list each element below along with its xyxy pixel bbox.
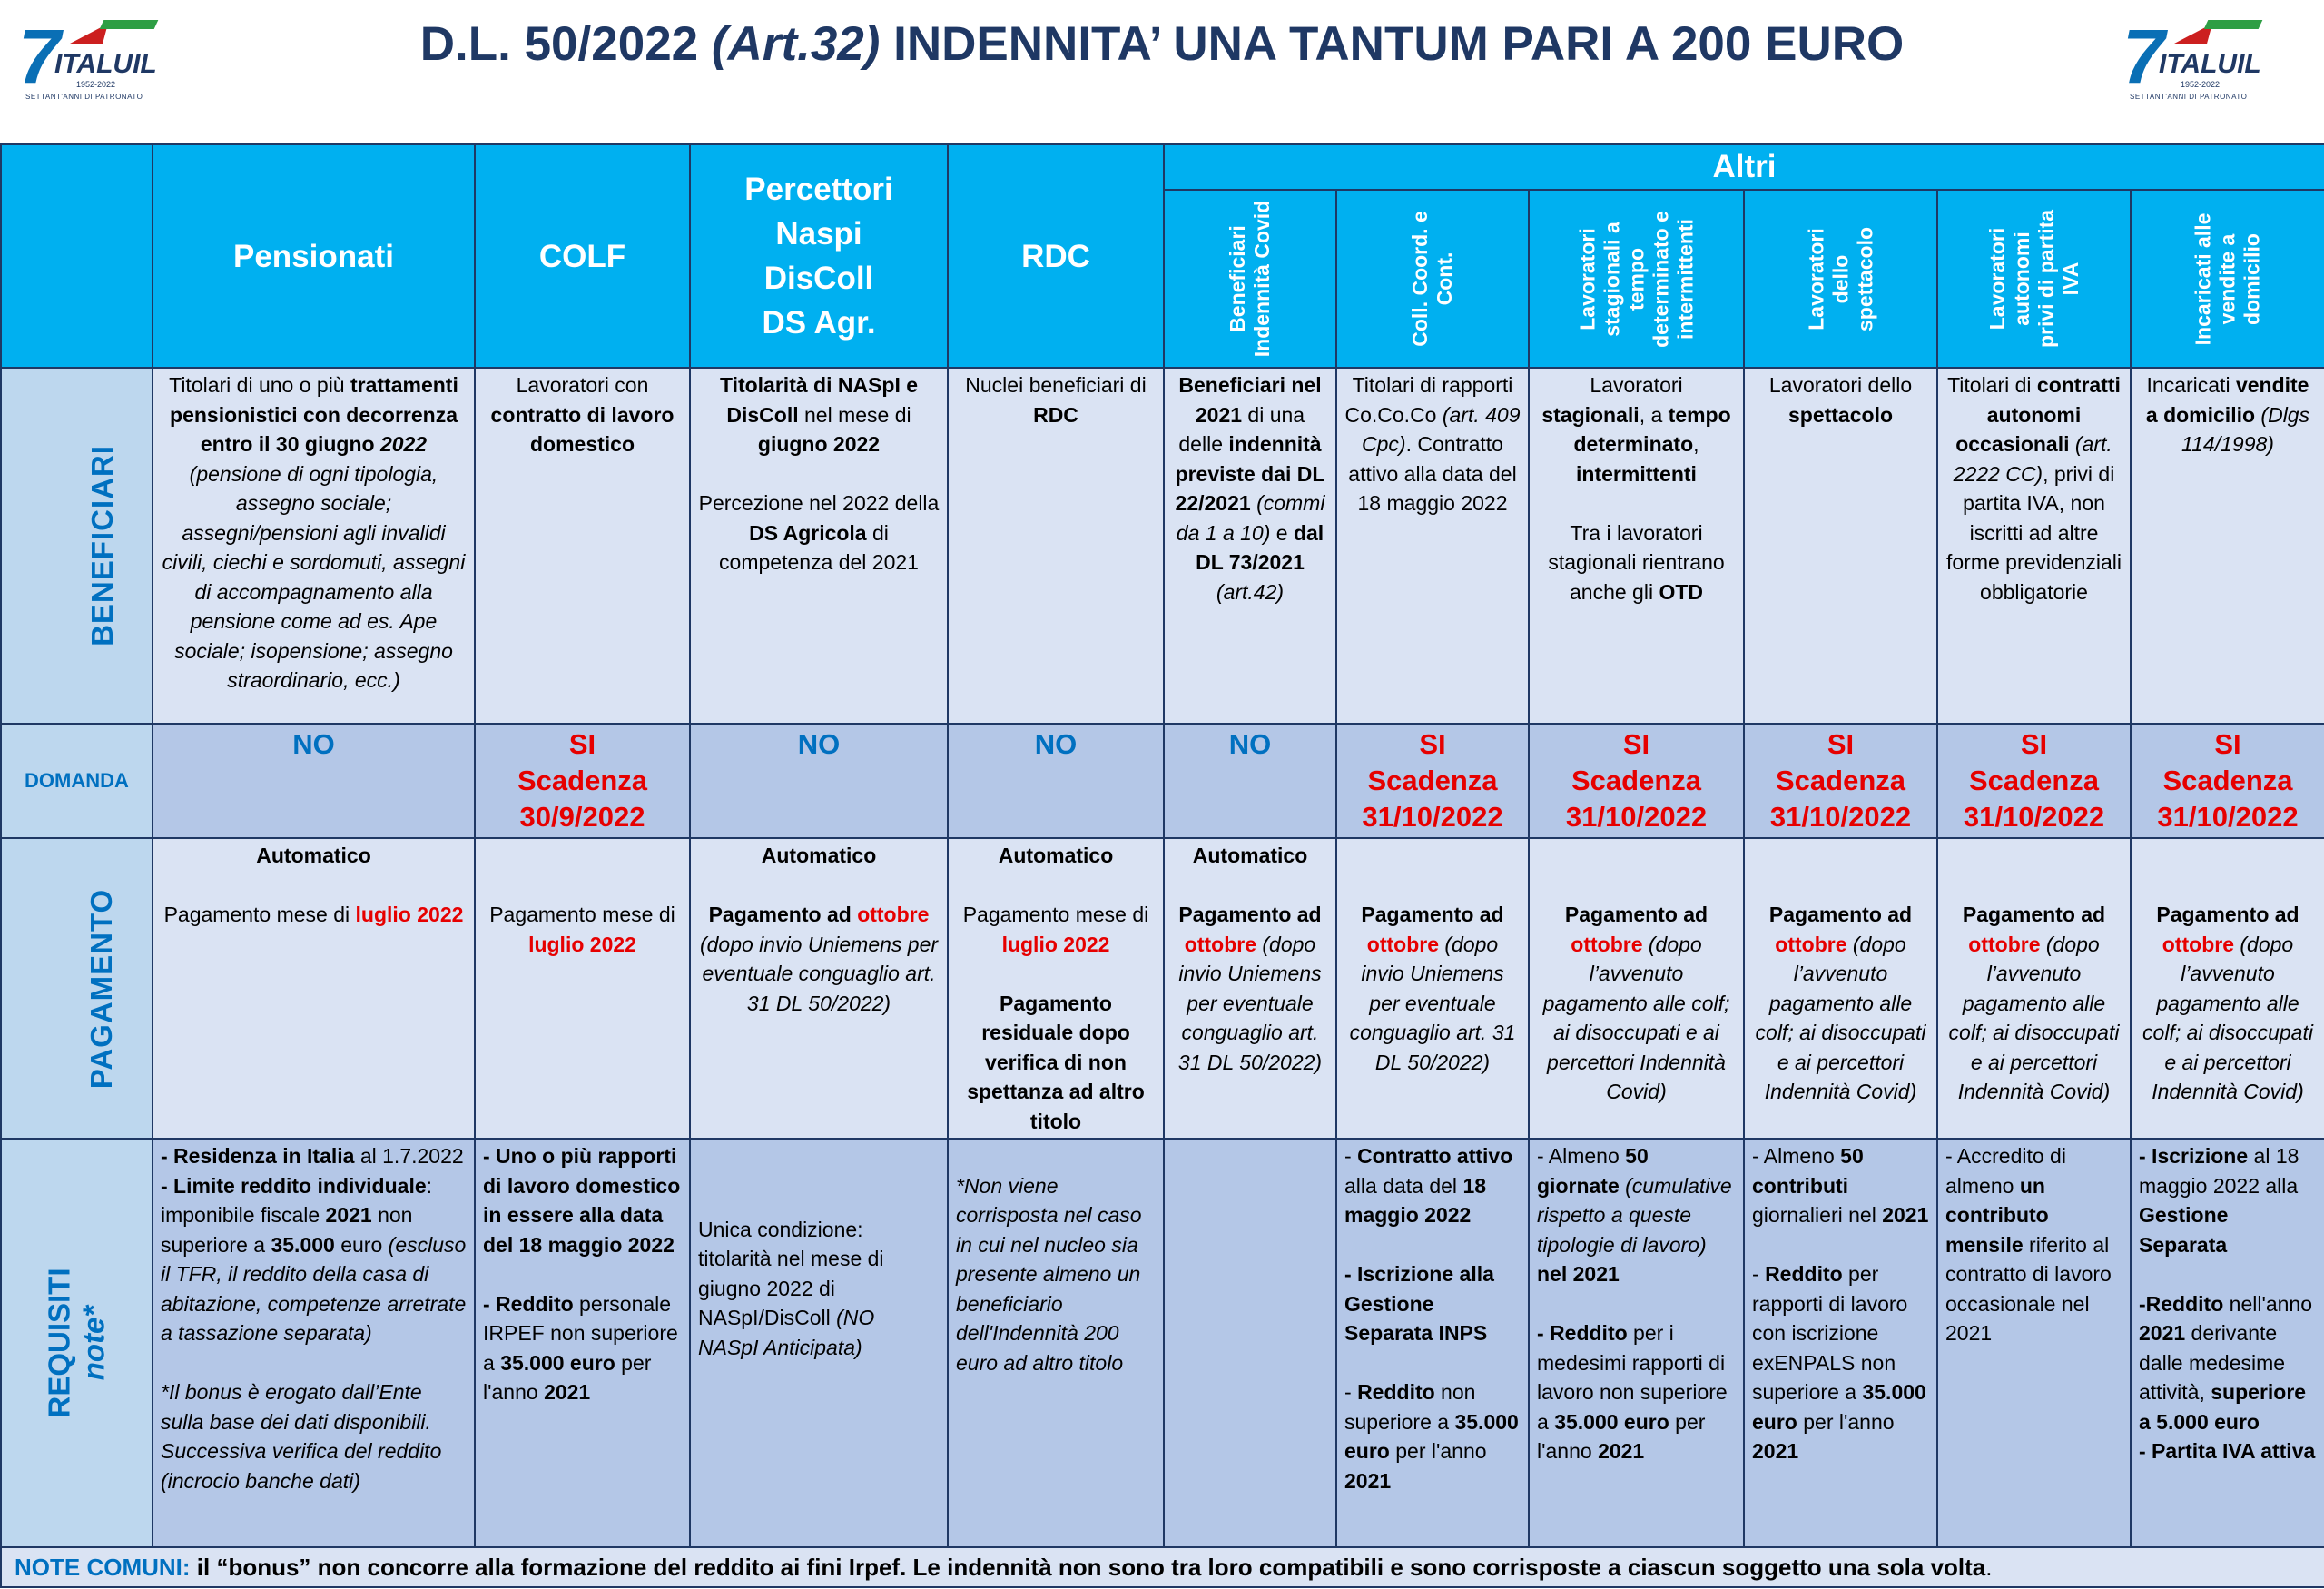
pagamento-naspi: Automatico Pagamento ad ottobre (dopo invio Uniemens per eventuale conguaglio art. 31 DL 50/2022) bbox=[690, 838, 948, 1139]
requisiti-stagionali: - Almeno 50 giornate (cumulative rispetto a queste tipologie di lavoro) nel 2021 - Reddito per i medesimi rapporti di lavoro non superiore a 35.000 euro per l'anno 2021 bbox=[1529, 1139, 1744, 1547]
beneficiari-colf: Lavoratori con contratto di lavoro domestico bbox=[475, 368, 690, 724]
requisiti-indennita-covid bbox=[1164, 1139, 1336, 1547]
header-naspi: Percettori Naspi DisColl DS Agr. bbox=[690, 144, 948, 368]
beneficiari-indennita-covid: Beneficiari nel 2021 di una delle indennità previste dai DL 22/2021 (commi da 1 a 10) e dal DL 73/2021 (art.42) bbox=[1164, 368, 1336, 724]
domanda-stagionali: SI Scadenza 31/10/2022 bbox=[1529, 724, 1744, 838]
row-label-pagamento: PAGAMENTO bbox=[1, 838, 153, 1139]
pagamento-pensionati: Automatico Pagamento mese di luglio 2022 bbox=[153, 838, 475, 1139]
pagamento-vendite-domicilio: Pagamento ad ottobre (dopo l’avvenuto pagamento alle colf; ai disoccupati e ai percettori Indennità Covid) bbox=[2131, 838, 2324, 1139]
requisiti-autonomi: - Accredito di almeno un contributo mensile riferito al contratto di lavoro occasionale nel 2021 bbox=[1937, 1139, 2131, 1547]
domanda-rdc: NO bbox=[948, 724, 1164, 838]
beneficiari-pensionati: Titolari di uno o più trattamenti pensionistici con decorrenza entro il 30 giugno 2022 (pensione di ogni tipologia, assegno sociale; assegni/pensioni agli invalidi civili, ciechi e sordomuti, assegni di accompagnamento alla pensione come ad es. Ape sociale; isopensione; assegno straordinario, ecc.) bbox=[153, 368, 475, 724]
header-cococo: Coll. Coord. e Cont. bbox=[1336, 190, 1529, 368]
header-autonomi: Lavoratori autonomi privi di partita IVA bbox=[1937, 190, 2131, 368]
requisiti-pensionati: - Residenza in Italia al 1.7.2022 - Limite reddito individuale: imponibile fiscale 2021 non superiore a 35.000 euro (escluso il TFR, il reddito della casa di abitazione, competenze arretrate a tassazione separata) *Il bonus è erogato dall’Ente sulla base dei dati disponibili. Successiva verifica del reddito (incrocio banche dati) bbox=[153, 1139, 475, 1547]
row-label-requisiti: REQUISITI note* bbox=[1, 1139, 153, 1547]
requisiti-cococo: - Contratto attivo alla data del 18 maggio 2022 - Iscrizione alla Gestione Separata INPS - Reddito non superiore a 35.000 euro per l'anno 2021 bbox=[1336, 1139, 1529, 1547]
pagamento-colf: Pagamento mese di luglio 2022 bbox=[475, 838, 690, 1139]
pagamento-cococo: Pagamento ad ottobre (dopo invio Uniemens per eventuale conguaglio art. 31 DL 50/2022) bbox=[1336, 838, 1529, 1139]
italuil-logo-right bbox=[2122, 14, 2268, 101]
page-header bbox=[0, 0, 2324, 143]
requisiti-rdc: *Non viene corrisposta nel caso in cui nel nucleo sia presente almeno un beneficiario dell'Indennità 200 euro ad altro titolo bbox=[948, 1139, 1164, 1547]
header-colf: COLF bbox=[475, 144, 690, 368]
domanda-pensionati: NO bbox=[153, 724, 475, 838]
logo-brand: ITALUIL bbox=[2159, 49, 2261, 79]
pagamento-indennita-covid: Automatico Pagamento ad ottobre (dopo invio Uniemens per eventuale conguaglio art. 31 DL 50/2022) bbox=[1164, 838, 1336, 1139]
header-pensionati: Pensionati bbox=[153, 144, 475, 368]
header-vendite-domicilio: Incaricati alle vendite a domicilio bbox=[2131, 190, 2324, 368]
beneficiari-vendite-domicilio: Incaricati vendite a domicilio (Dlgs 114/1998) bbox=[2131, 368, 2324, 724]
logo-green-stripe bbox=[2204, 20, 2263, 29]
pagamento-spettacolo: Pagamento ad ottobre (dopo l’avvenuto pagamento alle colf; ai disoccupati e ai percettori Indennità Covid) bbox=[1744, 838, 1937, 1139]
domanda-cococo: SI Scadenza 31/10/2022 bbox=[1336, 724, 1529, 838]
row-label-beneficiari: BENEFICIARI bbox=[1, 368, 153, 724]
bonus-table bbox=[0, 143, 2324, 1588]
beneficiari-stagionali: Lavoratori stagionali, a tempo determinato, intermittenti Tra i lavoratori stagionali rientrano anche gli OTD bbox=[1529, 368, 1744, 724]
requisiti-naspi: Unica condizione: titolarità nel mese di giugno 2022 di NASpI/DisColl (NO NASpI Anticipata) bbox=[690, 1139, 948, 1547]
domanda-vendite-domicilio: SI Scadenza 31/10/2022 bbox=[2131, 724, 2324, 838]
requisiti-spettacolo: - Almeno 50 contributi giornalieri nel 2021 - Reddito per rapporti di lavoro con iscrizione exENPALS non superiore a 35.000 euro per l'anno 2021 bbox=[1744, 1139, 1937, 1547]
logo-brand: ITALUIL bbox=[54, 49, 157, 79]
header-spettacolo: Lavoratori dello spettacolo bbox=[1744, 190, 1937, 368]
pagamento-autonomi: Pagamento ad ottobre (dopo l’avvenuto pagamento alle colf; ai disoccupati e ai percettori Indennità Covid) bbox=[1937, 838, 2131, 1139]
domanda-naspi: NO bbox=[690, 724, 948, 838]
domanda-autonomi: SI Scadenza 31/10/2022 bbox=[1937, 724, 2131, 838]
common-notes: NOTE COMUNI: il “bonus” non concorre alla formazione del reddito ai fini Irpef. Le indennità non sono tra loro compatibili e sono corrisposte a ciascun soggetto una sola volta. bbox=[1, 1547, 2324, 1587]
pagamento-rdc: Automatico Pagamento mese di luglio 2022 Pagamento residuale dopo verifica di non spettanza ad altro titolo bbox=[948, 838, 1164, 1139]
corner-cell bbox=[1, 144, 153, 368]
logo-seven-glyph: 7 bbox=[18, 14, 61, 99]
logo-seven-glyph: 7 bbox=[2122, 14, 2165, 99]
beneficiari-naspi: Titolarità di NASpI e DisColl nel mese di giugno 2022 Percezione nel 2022 della DS Agricola di competenza del 2021 bbox=[690, 368, 948, 724]
row-label-domanda: DOMANDA bbox=[1, 724, 153, 838]
header-indennita-covid: Beneficiari Indennità Covid bbox=[1164, 190, 1336, 368]
logo-tagline: SETTANT'ANNI DI PATRONATO bbox=[2130, 93, 2248, 101]
domanda-spettacolo: SI Scadenza 31/10/2022 bbox=[1744, 724, 1937, 838]
domanda-indennita-covid: NO bbox=[1164, 724, 1336, 838]
logo-years: 1952-2022 bbox=[2181, 80, 2221, 89]
domanda-colf: SI Scadenza 30/9/2022 bbox=[475, 724, 690, 838]
logo-tagline: SETTANT'ANNI DI PATRONATO bbox=[25, 93, 143, 101]
requisiti-vendite-domicilio: - Iscrizione al 18 maggio 2022 alla Gestione Separata -Reddito nell'anno 2021 derivante dalle medesime attività, superiore a 5.000 euro - Partita IVA attiva bbox=[2131, 1139, 2324, 1547]
header-altri: Altri bbox=[1164, 144, 2324, 190]
logo-years: 1952-2022 bbox=[76, 80, 116, 89]
header-rdc: RDC bbox=[948, 144, 1164, 368]
beneficiari-autonomi: Titolari di contratti autonomi occasionali (art. 2222 CC), privi di partita IVA, non iscritti ad altre forme previdenziali obbligatorie bbox=[1937, 368, 2131, 724]
requisiti-colf: - Uno o più rapporti di lavoro domestico in essere alla data del 18 maggio 2022 - Reddito personale IRPEF non superiore a 35.000 euro per l'anno 2021 bbox=[475, 1139, 690, 1547]
beneficiari-rdc: Nuclei beneficiari di RDC bbox=[948, 368, 1164, 724]
beneficiari-spettacolo: Lavoratori dello spettacolo bbox=[1744, 368, 1937, 724]
beneficiari-cococo: Titolari di rapporti Co.Co.Co (art. 409 Cpc). Contratto attivo alla data del 18 maggio 2022 bbox=[1336, 368, 1529, 724]
page-title: D.L. 50/2022 (Art.32) INDENNITA’ UNA TANTUM PARI A 200 EURO bbox=[419, 17, 1905, 71]
pagamento-stagionali: Pagamento ad ottobre (dopo l’avvenuto pagamento alle colf; ai disoccupati e ai percettori Indennità Covid) bbox=[1529, 838, 1744, 1139]
header-stagionali: Lavoratori stagionali a tempo determinato e intermittenti bbox=[1529, 190, 1744, 368]
